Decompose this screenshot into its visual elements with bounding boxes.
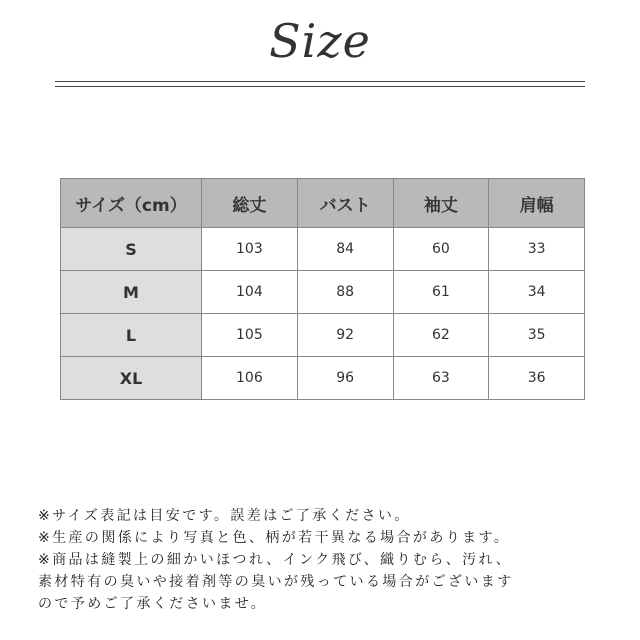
cell-bust: 84: [297, 228, 393, 271]
cell-length: 105: [202, 314, 298, 357]
table-row: [61, 357, 585, 400]
cell-length: 103: [202, 228, 298, 271]
note-line: ※サイズ表記は目安です。誤差はご了承ください。: [38, 508, 411, 524]
header-sleeve: 袖丈: [393, 179, 489, 228]
cell-bust: 92: [297, 314, 393, 357]
table-row: [61, 271, 585, 314]
cell-length: 104: [202, 271, 298, 314]
row-size-label: XL: [61, 357, 202, 400]
size-table: [60, 178, 585, 400]
header-shoulder: 肩幅: [489, 179, 585, 228]
header-size: サイズ（cm）: [61, 179, 202, 228]
header-length: 総丈: [202, 179, 298, 228]
cell-shoulder: 35: [489, 314, 585, 357]
cell-length: 106: [202, 357, 298, 400]
cell-bust: 88: [297, 271, 393, 314]
cell-shoulder: 34: [489, 271, 585, 314]
cell-sleeve: 63: [393, 357, 489, 400]
notes-block: [38, 505, 628, 615]
cell-shoulder: 36: [489, 357, 585, 400]
header-bust: バスト: [297, 179, 393, 228]
note-line: ので予めご了承くださいませ。: [38, 596, 268, 612]
row-size-label: L: [61, 314, 202, 357]
title-divider-bottom: [55, 86, 585, 87]
cell-sleeve: 62: [393, 314, 489, 357]
page-title: Size: [269, 14, 371, 68]
row-size-label: M: [61, 271, 202, 314]
row-size-label: S: [61, 228, 202, 271]
note-line: 素材特有の臭いや接着剤等の臭いが残っている場合がございます: [38, 574, 514, 590]
size-table-header-row: [61, 179, 585, 228]
note-line: ※商品は縫製上の細かいほつれ、インク飛び、織りむら、汚れ、: [38, 552, 513, 568]
cell-bust: 96: [297, 357, 393, 400]
title-divider-top: [55, 81, 585, 82]
table-row: [61, 228, 585, 271]
note-line: ※生産の関係により写真と色、柄が若干異なる場合があります。: [38, 530, 511, 546]
cell-sleeve: 60: [393, 228, 489, 271]
cell-shoulder: 33: [489, 228, 585, 271]
cell-sleeve: 61: [393, 271, 489, 314]
table-row: [61, 314, 585, 357]
